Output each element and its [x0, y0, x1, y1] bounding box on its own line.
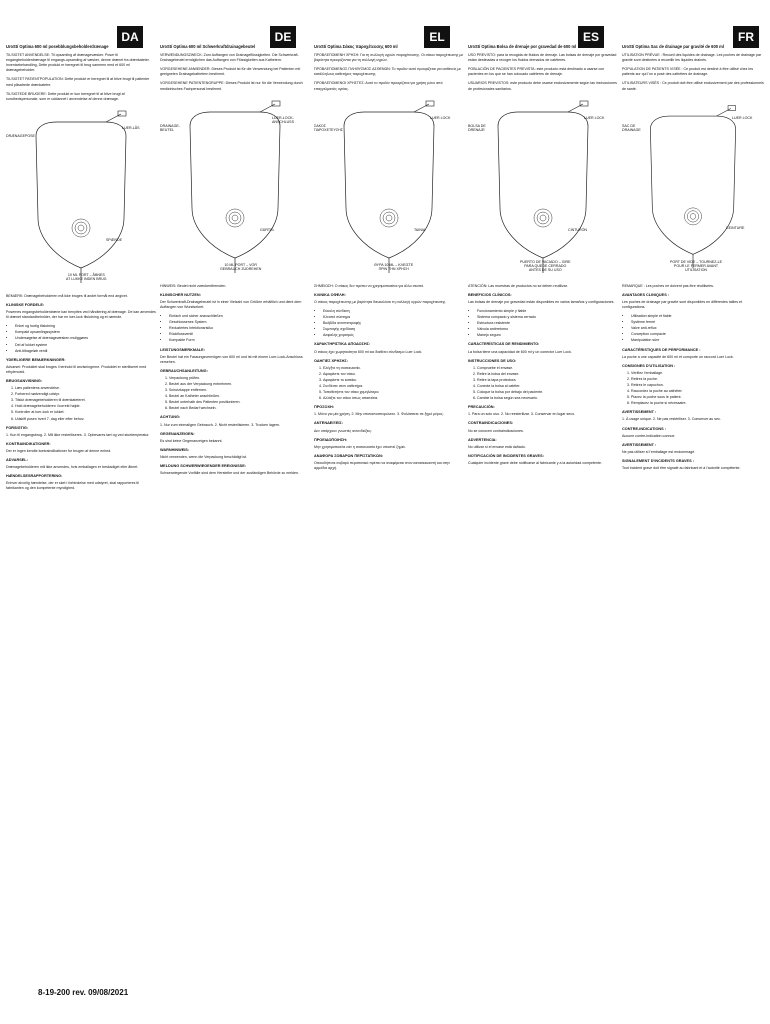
section-heading: NOTIFICACIÓN DE INCIDENTES GRAVES: — [468, 453, 544, 458]
bag-diagram — [314, 98, 464, 278]
section-heading: YDERLIGERE BEMÆRKNINGER: — [6, 357, 66, 362]
section-heading: CARACTERÍSTICAS DE RENDIMIENTO: — [468, 342, 540, 347]
label-bag: BOLSA DE DRENAJE — [468, 123, 486, 132]
list-item: • Manejo seguro — [477, 333, 618, 338]
list-item: 5. Beutel unterhalb des Patienten positionieren. — [169, 400, 310, 405]
list-item: • Enkel og hurtig tilslutning — [15, 324, 156, 329]
bullet-list — [169, 314, 310, 343]
list-item: • Κλειστό σύστημα — [323, 315, 464, 320]
section-heading: ADVERTENCIA: — [468, 437, 497, 442]
bag-diagram — [160, 98, 310, 278]
list-item: • Kompakt opsamlingssystem — [15, 330, 156, 335]
intended-use: USO PREVISTO: para la recogida de fluidos de drenaje. Las bolsas de drenaje por gravedad están destinadas a recoger los fluidos drenados de catéteres. — [468, 53, 617, 63]
list-item: 4. Raccordez la poche au cathéter. — [631, 389, 764, 394]
intended-use: TILSIGTET ANVENDELSE: Til opsamling af drænagevæsker. Poser til engangbeholderdrænage til engangs-opsamling af væsker, denne drænet fra drænkateter. Inventarbehandling, Dette produkt er beregnet til brug sammen med et 600 ml drænagebeholder. — [6, 53, 150, 73]
section-heading: BRUGSANVISNING: — [6, 378, 43, 383]
language-tab-es: ES — [578, 26, 604, 48]
column-el — [314, 30, 464, 475]
section-text: Tout incident grave doit être signalé au fabricant et à l'autorité compétente. — [622, 466, 741, 470]
list-item: 3. Tilslut drænagebeholderen til drænkateteret. — [15, 398, 156, 403]
intended-users: UTILISATEURS VISÉS : Ce produit doit être utilisé exclusivement par des professionnels de santé. — [622, 81, 764, 91]
section-heading: AVERTISSEMENT : — [622, 410, 657, 415]
label-coupling: SPÆNDE — [106, 237, 122, 242]
section-heading: ΚΛΙΝΙΚΑ ΟΦΕΛΗ: — [314, 292, 346, 297]
column-de — [160, 30, 310, 480]
section-text: Las bolsas de drenaje por gravedad están disponibles en varios tamaños y configuraciones. — [468, 299, 615, 304]
section-heading: BENEFICIOS CLÍNICOS: — [468, 292, 512, 297]
bullet-list — [15, 324, 156, 353]
section-text: Ne pas utiliser si l'emballage est endommagé. — [622, 449, 696, 454]
label-bag: ΣΑΚΟΣ ΠΑΡΟΧΕΤΕΥΣΗΣ — [314, 123, 344, 132]
list-item: 1. Ελέγξτε τη συσκευασία. — [323, 366, 464, 371]
list-item: • Système fermé — [631, 320, 764, 325]
section-heading: GEBRAUCHSANLEITUNG: — [160, 368, 208, 373]
column-title: UroStí Optima 600 ml Schwerkraftdrainagebeutel — [160, 44, 256, 49]
list-item: 4. Συνδέστε στον καθετήρα. — [323, 384, 464, 389]
note: BEMÆRK: Drænagebeholderen må ikke bruges til andet formål end angivet. — [6, 293, 128, 298]
list-item: • Εύκολη σύνδεση — [323, 309, 464, 314]
label-coupling: ΤΑΙΝΙΑ — [414, 227, 426, 232]
column-da — [6, 30, 156, 495]
column-title: UroStí Optima Sac de drainage par gravité de 600 ml — [622, 44, 724, 49]
intended-users: USUARIOS PREVISTOS: este producto debe usarse exclusivamente según las instrucciones de profesionales sanitarios. — [468, 81, 617, 91]
section-heading: LEISTUNGSMERKMALE: — [160, 347, 205, 352]
list-item: 2. Retire la bolsa del envase. — [477, 372, 618, 377]
section-heading: INSTRUCCIONES DE USO: — [468, 358, 517, 363]
label-port: PORT DE VIDE – TOURNEZ-LE POUR LE FERMER AVANT UTILISATION — [670, 259, 723, 273]
section-text: 1. Μόνο για μία χρήση. 2. Μην επαναποστειρώνετε. 3. Φυλάσσετε σε ξηρό μέρος. — [314, 412, 444, 417]
section-heading: ΠΡΟΣΟΧΗ: — [314, 405, 334, 410]
list-item: 6. Αλλάξτε τον σάκο όπως απαιτείται. — [323, 396, 464, 401]
drainage-bag-illustration — [468, 98, 618, 278]
instruction-list — [323, 366, 464, 402]
drainage-bag-illustration — [622, 98, 764, 278]
list-item: • Συμπαγής σχεδίαση — [323, 327, 464, 332]
list-item: • Funcionamiento simple y fiable — [477, 309, 618, 314]
instruction-list — [15, 386, 156, 422]
label-coupling: CEINTURE — [726, 225, 745, 230]
label-luer-lock: LUER-LOCK- ANSCHLUSS — [272, 115, 294, 124]
intended-use: UTILISATION PRÉVUE : Recueil des liquides de drainage. Les poches de drainage par gravité sont destinées à recueillir les liquides drainés. — [622, 53, 762, 63]
section-heading: GEGENANZEIGEN: — [160, 431, 195, 436]
list-item: • Sistema compacto y sistema cerrado — [477, 315, 618, 320]
list-item: • Rückflussventil — [169, 332, 310, 337]
patient-population: VORGESEHENE ANWENDER: Dieses Produkt ist für die Verwendung bei Patienten mit geeigneten Drainagekathetern bestimmt. — [160, 67, 301, 77]
patient-population: POPULATION DE PATIENTS VISÉE : Ce produit est destiné à être utilisé chez les patients sur qui l'on a posé des cathéters de drainage. — [622, 67, 754, 77]
section-text: Der er ingen kendte kontraindikationer for brugen af denne enhed. — [6, 448, 112, 453]
label-port: PUERTO DE VACIADO – GIRE PARA QUEDE CERRADO ANTES DE SU USO — [520, 259, 571, 273]
bullet-list — [631, 314, 764, 343]
section-heading: ADVARSEL: — [6, 458, 28, 462]
section-text: Les poches de drainage par gravité sont disponibles en différentes tailles et configurations. — [622, 299, 743, 309]
label-luer-lock: LUER LOCK — [732, 115, 753, 120]
section-text: 1. Kun til engangsbrug. 2. Må ikke resteriliseres. 3. Opbevares tørt og ved stuetemperatur. — [6, 432, 150, 437]
column-title: UroStí Optima Bolsa de drenaje por gravedad de 600 ml — [468, 44, 577, 49]
list-item: 3. Retirez le capuchon. — [631, 383, 764, 388]
section-text: Μην χρησιμοποιείτε εάν η συσκευασία έχει υποστεί ζημιά. — [314, 444, 406, 449]
section-text: Ο σάκος παροχέτευσης με βαρύτητα διευκολύνει τη συλλογή υγρών παροχέτευσης. — [314, 299, 447, 304]
list-item: 6. Cambie la bolsa según sea necesario. — [477, 396, 618, 401]
list-item: 3. Schutzkappe entfernen. — [169, 388, 310, 393]
section-text: Ο σάκος έχει χωρητικότητα 600 ml και διαθέτει σύνδεσμο Luer Lock. — [314, 349, 423, 354]
language-tab-da: DA — [117, 26, 143, 48]
list-item: 6. Remplacez la poche si nécessaire. — [631, 401, 764, 406]
patient-population: POBLACIÓN DE PACIENTES PREVISTA: este producto está destinado a usarse con pacientes en los que se han colocado catéteres de drenaje. — [468, 67, 605, 77]
instruction-list — [631, 371, 764, 407]
list-item: 1. Compruebe el envase. — [477, 366, 618, 371]
section-text: Nicht verwenden, wenn die Verpackung beschädigt ist. — [160, 454, 248, 459]
label-port: 10 ML PORT – ÅBNES AT LUKKE INDEN BRUG — [66, 272, 107, 282]
list-item: • Einfach und sicher anzuschließen — [169, 314, 310, 319]
section-heading: FORSIGTIG: — [6, 425, 29, 430]
column-fr — [622, 30, 764, 475]
label-coupling: CINTURÓN — [568, 227, 587, 232]
list-item: 2. Forbered nødvendigt udstyr. — [15, 392, 156, 397]
list-item: • Geschlossenes System — [169, 320, 310, 325]
section-heading: CONSIGNES D'UTILISATION : — [622, 363, 676, 368]
list-item: 5. Coloque la bolsa por debajo del paciente. — [477, 390, 618, 395]
language-tab-de: DE — [270, 26, 296, 48]
label-port: ΘΥΡΑ 10 ML – ΚΛΕΙΣΤΕ ΠΡΙΝ ΤΗΝ ΧΡΗΣΗ — [374, 262, 414, 271]
section-text: Οποιοδήποτε σοβαρό περιστατικό πρέπει να αναφέρεται στον κατασκευαστή και στην αρμόδια αρχή. — [314, 460, 451, 470]
section-text: Enhver alvorlig hændelse, der er sket i forbindelse med udstyret, skal rapporteres til fabrikanten og den kompetente myndighed. — [6, 481, 140, 491]
label-luer-lock: LUER-LÅS — [122, 125, 140, 130]
list-item: • Estructura resistente — [477, 321, 618, 326]
revision-footer: 8-19-200 rev. 09/08/2021 — [38, 988, 129, 997]
list-item: 5. Kontroller at luer-lock er lukket. — [15, 410, 156, 415]
list-item: 6. Udskift posen hvert 7. dag eller efter behov. — [15, 417, 156, 422]
section-heading: MELDUNG SCHWERWIEGENDER EREIGNISSE: — [160, 464, 246, 468]
intended-users: ΠΡΟΒΛΕΠΟΜΕΝΟΙ ΧΡΗΣΤΕΣ: Αυτό το προϊόν προορίζεται για χρήση μόνο από επαγγελματίες υγείας. — [314, 81, 443, 91]
section-heading: HÆNDELSESRAPPORTERING: — [6, 474, 63, 479]
list-item: • Kompakte Form — [169, 338, 310, 343]
section-text: 1. Nur zum einmaligen Gebrauch. 2. Nicht resterilisieren. 3. Trocken lagern. — [160, 422, 281, 427]
label-luer-lock: LUER LOCK — [430, 115, 451, 120]
label-luer-lock: LUER LOCK — [584, 115, 605, 120]
column-title: UroStí Optima Σάκος παροχέτευσης 600 ml — [314, 44, 398, 49]
bullet-list — [477, 309, 618, 338]
list-item: 2. Retirez la poche. — [631, 377, 764, 382]
section-text: No utilizar si el envase está dañado. — [468, 444, 526, 449]
list-item: 5. Placez la poche sous le patient. — [631, 395, 764, 400]
list-item: • Manipulation sûre — [631, 338, 764, 343]
label-bag: DRAINAGE- BEUTEL — [160, 123, 180, 132]
patient-population: TILSIGTET PATIENTPOPULATION: Dette produkt er beregnet til at blive brugt til patienter med påsatrede drænkatetre. — [6, 77, 150, 87]
list-item: 1. Vérifiez l'emballage. — [631, 371, 764, 376]
bag-diagram — [622, 98, 764, 278]
section-heading: SIGNALEMENT D'INCIDENTS GRAVES : — [622, 458, 694, 463]
section-heading: ΑΝΤΕΝΔΕΙΞΕΙΣ: — [314, 421, 343, 426]
list-item: 4. Conecte la bolsa al catéter. — [477, 384, 618, 389]
list-item: • Ασφαλής χειρισμός — [323, 333, 464, 338]
intended-use: ΠΡΟΒΛΕΠΟΜΕΝΗ ΧΡΗΣΗ: Για τη συλλογή υγρών παροχέτευσης. Οι σάκοι παροχέτευσης με βαρύτητα προορίζονται για τη συλλογή υγρών. — [314, 53, 464, 63]
column-es — [468, 30, 618, 470]
list-item: • Undersøgelse af drænagevæsken muliggøres — [15, 336, 156, 341]
section-heading: CARACTÉRISTIQUES DE PERFORMANCE : — [622, 347, 701, 352]
list-item: • Valve anti-reflux — [631, 326, 764, 331]
intended-users: TILSIGTEDE BRUGERE: Dette produkt er kun beregnet til at blive brugt af sundhedspersonale, som er uddannet i anvendelse af denne drænage. — [6, 91, 125, 101]
section-heading: ΟΔΗΓΙΕΣ ΧΡΗΣΗΣ: — [314, 358, 348, 363]
list-item: • Del af lukket system — [15, 343, 156, 348]
label-bag: DRÆNAGEPOSE — [6, 133, 35, 138]
drainage-bag-illustration — [160, 98, 310, 278]
section-text: Posernes engangsbeholderdræne kan benyttes ved håndtering af drænage. De kan anvendes til drænet standardbeholder, der har en luer-lock tilslutning og et rørende. — [6, 310, 156, 320]
section-text: La poche a une capacité de 600 ml et comporte un raccord Luer Lock. — [622, 354, 734, 359]
list-item: 2. Beutel aus der Verpackung entnehmen. — [169, 382, 310, 387]
section-heading: KLINISKE FORDELE: — [6, 302, 45, 307]
list-item: 1. Verpackung prüfen. — [169, 376, 310, 381]
list-item: • Anti-tilbageløb ventil — [15, 349, 156, 354]
section-text: 1. À usage unique. 2. Ne pas restériliser. 3. Conserver au sec. — [622, 417, 721, 422]
label-port: 10 ML PORT – VOR GEBRAUCH ZUDREHEN — [220, 262, 262, 271]
note: REMARQUE : Les poches ne doivent pas être réutilisées. — [622, 283, 714, 288]
list-item: 4. Beutel an Katheter anschließen. — [169, 394, 310, 399]
section-text: Der Schwerkraft-Drainagebeutel ist in einer Vielzahl von Größen erhältlich und dient dem Auffangen von Wundsekret. — [160, 299, 302, 309]
list-item: • Βαλβίδα αντεπιστροφής — [323, 321, 464, 326]
list-item: 3. Αφαιρέστε το καπάκι. — [323, 378, 464, 383]
note: HINWEIS: Beutel nicht zweckentfremden. — [160, 283, 227, 288]
bullet-list — [323, 309, 464, 338]
section-text: Es sind keine Gegenanzeigen bekannt. — [160, 438, 223, 443]
section-text: Aucune contre-indication connue. — [622, 433, 676, 438]
list-item: 5. Τοποθετήστε τον σάκο χαμηλότερα. — [323, 390, 464, 395]
list-item: 4. Hold drænagebeholderen i korrekt højde. — [15, 404, 156, 409]
section-heading: ACHTUNG: — [160, 415, 181, 420]
label-coupling: GÜRTEL — [260, 227, 275, 232]
section-text: Der Beutel hat ein Fassungsvermögen von 600 ml und ist mit einem Luer-Lock-Anschluss versehen. — [160, 354, 303, 364]
section-text: Advarsel: Produktet skal bruges i henhold til anvisningerne. Produktet er steriliseret med ethylenoxid. — [6, 364, 147, 374]
instruction-list — [169, 376, 310, 412]
language-tab-el: EL — [424, 26, 450, 48]
bag-diagram — [6, 108, 156, 288]
section-text: La bolsa tiene una capacidad de 600 ml y un conector Luer Lock. — [468, 349, 572, 354]
list-item: • Reduziertes Infektionsrisiko — [169, 326, 310, 331]
note: ATENCIÓN: Las muestras de productos no se deben reutilizar. — [468, 283, 568, 288]
section-heading: CONTRE-INDICATIONS : — [622, 426, 667, 431]
column-title: UroStí Optima 600 ml posebblungsbeholderdrænage — [6, 44, 109, 49]
list-item: • Utilisation simple et fiable — [631, 314, 764, 319]
instruction-list — [477, 366, 618, 402]
bag-diagram — [468, 98, 618, 278]
section-heading: ΧΑΡΑΚΤΗΡΙΣΤΙΚΑ ΑΠΟΔΟΣΗΣ: — [314, 342, 371, 347]
patient-population: ΠΡΟΒΛΕΠΟΜΕΝΟΣ ΠΛΗΘΥΣΜΟΣ ΑΣΘΕΝΩΝ: Το προϊόν αυτό προορίζεται για ασθενείς με κατάλληλους καθετήρες παροχέτευσης. — [314, 67, 462, 77]
section-heading: KLINISCHER NUTZEN: — [160, 292, 201, 297]
intended-users: VORGESEHENE PATIENTENGRUPPE: Dieses Produkt ist nur für die Verwendung durch medizinisches Fachpersonal bestimmt. — [160, 81, 303, 91]
section-heading: AVERTISSEMENT : — [622, 442, 657, 447]
list-item: 2. Αφαιρέστε τον σάκο. — [323, 372, 464, 377]
section-heading: WARNHINWEIS: — [160, 447, 190, 452]
section-heading: ΑΝΑΦΟΡΑ ΣΟΒΑΡΩΝ ΠΕΡΙΣΤΑΤΙΚΩΝ: — [314, 453, 384, 458]
section-heading: KONTRAINDIKATIONER: — [6, 441, 51, 446]
language-tab-fr: FR — [733, 26, 759, 48]
intended-use: VERWENDUNGSZWECK: Zum Auffangen von Drainageflüssigkeiten. Die Schwerkraft-Drainagebeutel ermöglichen das Auffangen von Flüssigkeiten aus Kathetern. — [160, 53, 299, 63]
list-item: 6. Beutel nach Bedarf wechseln. — [169, 406, 310, 411]
section-text: No se conocen contraindicaciones. — [468, 428, 524, 433]
section-heading: ΠΡΟΕΙΔΟΠΟΙΗΣΗ: — [314, 437, 348, 442]
section-text: Δεν υπάρχουν γνωστές αντενδείξεις. — [314, 428, 373, 433]
label-bag: SAC DE DRAINAGE — [622, 123, 641, 132]
section-heading: PRECAUCIÓN: — [468, 405, 495, 410]
list-item: 3. Retire la tapa protectora. — [477, 378, 618, 383]
section-text: Drænagebeholderen må ikke anvendes, hvis emballagen er beskadiget eller åbnet. — [6, 465, 139, 470]
section-text: 1. Para un solo uso. 2. No reesterilizar. 3. Conservar en lugar seco. — [468, 412, 576, 417]
section-text: Schwerwiegende Vorfälle sind dem Hersteller und der zuständigen Behörde zu melden. — [160, 471, 300, 476]
note: ΣΗΜΕΙΩΣΗ: Ο σάκος δεν πρέπει να χρησιμοποιείται για άλλο σκοπό. — [314, 283, 425, 288]
section-heading: AVANTAGES CLINIQUES : — [622, 292, 670, 297]
list-item: • Conception compacte — [631, 332, 764, 337]
list-item: 1. Læs patientens anvendelse. — [15, 386, 156, 391]
section-text: Cualquier incidente grave debe notificarse al fabricante y a la autoridad competente. — [468, 460, 603, 465]
list-item: • Válvula antirretorno — [477, 327, 618, 332]
section-heading: CONTRAINDICACIONES: — [468, 421, 514, 426]
